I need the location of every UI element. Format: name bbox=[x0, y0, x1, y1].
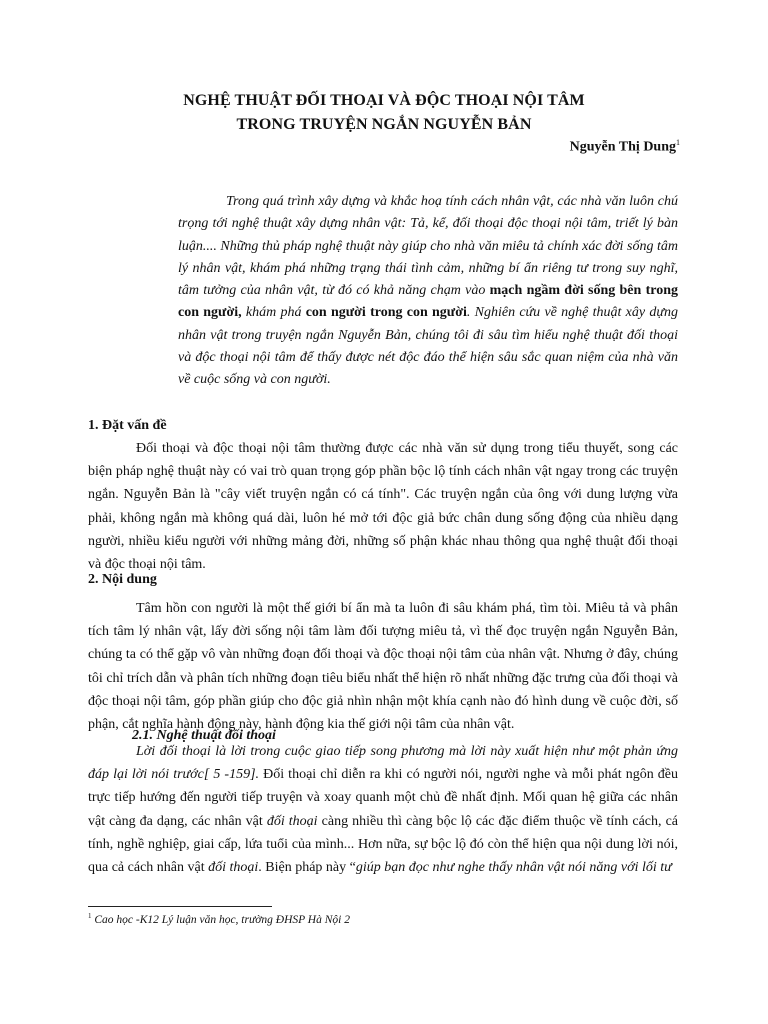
section-2-1-paragraph bbox=[88, 740, 678, 879]
author-name-text: Nguyễn Thị Dung bbox=[569, 139, 676, 155]
quote-definition: Lời đối thoại là lời trong cuộc giao tiếp song phương mà lời này xuất hiện như một phản ứng đáp lại lời nói trước[ 5 -159]. bbox=[88, 744, 678, 783]
abstract-bold-1: mạch ngầm đời sống bên trong con người, bbox=[178, 283, 678, 321]
footnote-text: Cao học -K12 Lý luận văn học, trường ĐHSP Hà Nội 2 bbox=[91, 913, 350, 926]
para-text-1: Đối thoại chỉ diễn ra khi có người nói, người nghe và mỗi phát ngôn đều trực tiếp hướng đến người tiếp truyện và xoay quanh một chủ đề nhất định. Mối quan hệ giữa các nhân vật càng đa dạng, các nhân vật bbox=[88, 767, 678, 829]
section-1-heading: 1. Đặt vấn đề bbox=[88, 418, 167, 433]
italic-term-2: đối thoại bbox=[208, 860, 259, 876]
para-text-3: . Biện pháp này “ bbox=[258, 860, 356, 876]
author-name bbox=[570, 138, 680, 156]
section-2-heading: 2. Nội dung bbox=[88, 572, 157, 587]
footnote bbox=[88, 912, 350, 926]
abstract-part-1: Trong quá trình xây dựng và khắc hoạ tính cách nhân vật, các nhà văn luôn chú trọng tới nghệ thuật xây dựng nhân vật: Tả, kể, đối thoại độc thoại nội tâm, triết lý bàn luận.... Những thủ pháp nghệ thuật này giúp cho nhà văn miêu tả chính xác đời sống tâm lý nhân vật, khám phá những trạng thái tình cảm, những bí ẩn riêng tư trong suy nghĩ, tâm tưởng của nhân vật, từ đó có khả năng chạm vào bbox=[178, 194, 678, 299]
paper-title-line-1: NGHỆ THUẬT ĐỐI THOẠI VÀ ĐỘC THOẠI NỘI TÂM bbox=[183, 92, 585, 109]
section-1-paragraph: Đối thoại và độc thoại nội tâm thường được các nhà văn sử dụng trong tiểu thuyết, song các biện pháp nghệ thuật này có vai trò quan trọng góp phần bộc lộ tính cách nhân vật ngay trong các truyện ngắn. Nguyễn Bản là "cây viết truyện ngắn có cá tính". Các truyện ngắn của ông với dung lượng vừa phải, không ngắn mà không quá dài, luôn hé mở tới độc giả bức chân dung sống động của nhiều dạng người, nhiều kiểu người với những mảng đời, những số phận khác nhau thông qua nghệ thuật đối thoại và độc thoại nội tâm. bbox=[88, 441, 678, 573]
abstract-bold-2: con người trong con người bbox=[305, 305, 467, 321]
abstract-part-2: khám phá bbox=[241, 305, 306, 321]
footnote-mark: 1 bbox=[88, 912, 92, 920]
section-2-1-heading: 2.1. Nghệ thuật đối thoại bbox=[132, 728, 276, 743]
paper-title-line-2: TRONG TRUYỆN NGẮN NGUYỄN BẢN bbox=[236, 116, 532, 133]
abstract-part-3: . Nghiên cứu về nghệ thuật xây dựng nhân vật trong truyện ngắn Nguyễn Bản, chúng tôi đi sâu tìm hiểu nghệ thuật đối thoại và độc thoại nội tâm để thấy được nét độc đáo thể hiện sâu sắc quan niệm của nhà văn về cuộc sống và con người. bbox=[178, 305, 678, 388]
italic-term-1: đối thoại bbox=[266, 813, 318, 829]
section-2-paragraph: Tâm hồn con người là một thế giới bí ẩn mà ta luôn đi sâu khám phá, tìm tòi. Miêu tả và phân tích tâm lý nhân vật, lấy đời sống nội tâm làm đối tượng miêu tả, vì thế đọc truyện ngắn Nguyễn Bản, chúng ta có thể gặp vô vàn những đoạn đối thoại và độc thoại nội tâm của nhân vật. Nhưng ở đây, chúng tôi chỉ trích dẫn và phân tích những đoạn tiêu biểu nhất thể hiện rõ nhất những đặc trưng của đối thoại và độc thoại nội tâm, góp phần giúp cho độc giả nhìn nhận một khía cạnh nào đó hình dung về cuộc đời, số phận, cắt nghĩa hành động này, hành động kia thế giới nội tâm của nhân vật. bbox=[88, 601, 678, 733]
footnote-separator bbox=[88, 906, 272, 907]
quote-continued: giúp bạn đọc như nghe thấy nhân vật nói năng với lối tư bbox=[355, 860, 672, 876]
abstract bbox=[178, 191, 678, 392]
author-footnote-mark: 1 bbox=[676, 138, 680, 147]
para-text-2: càng nhiều thì càng bộc lộ các đặc điểm thuộc về tính cách, cá tính, nghề nghiệp, giai cấp, lứa tuổi của mình... Hơn nữa, sự bộc lộ đó còn thể hiện qua nội dung lời nói, qua cả cách nhân vật bbox=[88, 813, 678, 876]
